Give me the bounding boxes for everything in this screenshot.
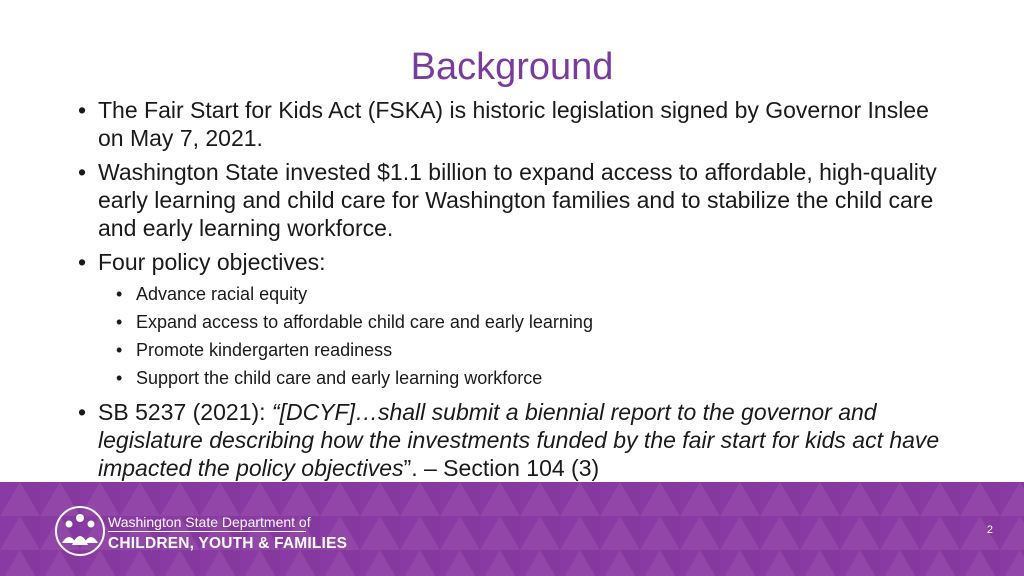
bullet-item: [78, 158, 958, 242]
sub-bullet-item: [78, 364, 958, 392]
bullet-quote: “[DCYF]…shall submit a biennial report to the governor and legislature describing how the investments funded by the fair start for kids act have impacted the policy objectives: [98, 399, 940, 481]
bullet-text: Washington State invested $1.1 billion to expand access to affordable, high-quality early learning and child care for Washington families and to stabilize the child care and early learning workforce.: [98, 159, 937, 241]
page-number: 2: [986, 524, 993, 536]
bullet-item: [78, 96, 958, 152]
sub-bullet-text: Expand access to affordable child care and early learning: [136, 312, 593, 332]
sub-bullet-item: [78, 308, 958, 336]
slide-content: [78, 96, 958, 488]
bullet-text: Four policy objectives:: [98, 249, 326, 275]
bullet-dot: •: [78, 159, 87, 185]
sub-bullet-text: Support the child care and early learning workforce: [136, 368, 543, 388]
logo-divider: [108, 531, 306, 532]
sub-bullet-text: Promote kindergarten readiness: [136, 340, 393, 360]
org-name-line2: CHILDREN, YOUTH & FAMILIES: [108, 535, 348, 552]
bullet-dot: •: [78, 249, 87, 275]
slide-title: Background: [410, 46, 614, 88]
bullet-dot: •: [116, 312, 123, 332]
sub-bullet-list: [78, 280, 958, 392]
bullet-item: [78, 398, 958, 482]
org-name-line1: Washington State Department of: [108, 514, 311, 530]
bullet-text: The Fair Start for Kids Act (FSKA) is historic legislation signed by Governor Inslee on May 7, 2021.: [98, 97, 929, 151]
bullet-dot: •: [116, 340, 123, 360]
bullet-dot: •: [116, 284, 123, 304]
dcyf-logo-icon: [54, 505, 106, 557]
bullet-dot: •: [116, 368, 123, 388]
bullet-prefix: SB 5237 (2021):: [98, 399, 272, 425]
bullet-item: [78, 248, 958, 276]
bullet-dot: •: [78, 399, 87, 425]
sub-bullet-item: [78, 280, 958, 308]
bullet-dot: •: [78, 97, 87, 123]
sub-bullet-item: [78, 336, 958, 364]
sub-bullet-text: Advance racial equity: [136, 284, 308, 304]
bullet-suffix: ”. – Section 104 (3): [403, 455, 600, 481]
